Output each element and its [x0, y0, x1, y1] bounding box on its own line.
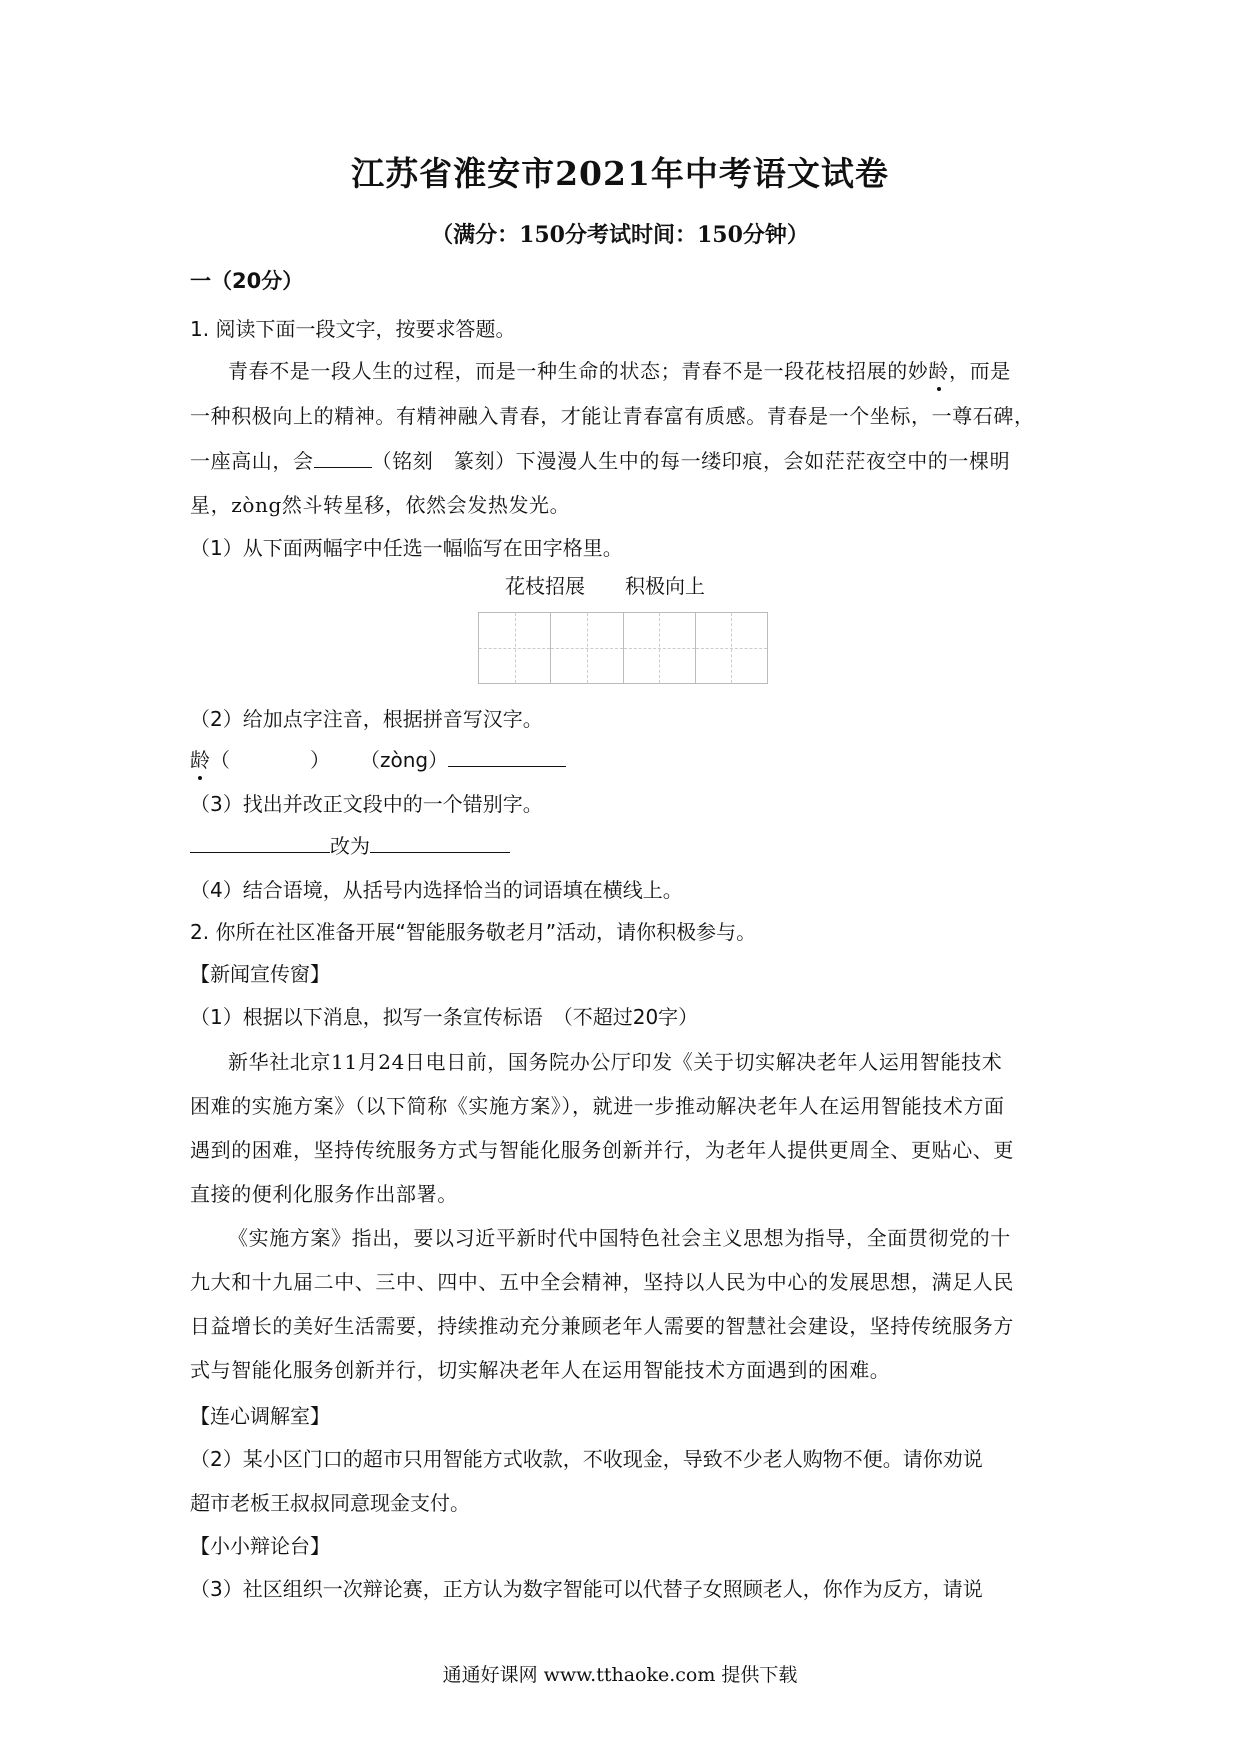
grid-cell[interactable] — [624, 613, 696, 683]
zong-answer-blank[interactable] — [448, 746, 566, 767]
dotted-char: 龄 — [928, 355, 949, 384]
passage-line-1: 青春不是一段人生的过程，而是一种生命的状态；青春不是一段花枝招展的妙龄，而是 — [228, 355, 1011, 384]
mediation-room-heading: 【连心调解室】 — [190, 1404, 330, 1428]
q2-sub-question-3-line-1: （3）社区组织一次辩论赛，正方认为数字智能可以代替子女照顾老人，你作为反方，请说 — [190, 1577, 983, 1601]
news-line-1: 新华社北京11月24日电日前，国务院办公厅印发《关于切实解决老年人运用智能技术 — [228, 1050, 1003, 1074]
tianzige-grid[interactable] — [478, 612, 768, 684]
q2-sub-question-1: （1）根据以下消息，拟写一条宣传标语 （不超过20字） — [190, 1005, 699, 1029]
question-1-stem: 1. 阅读下面一段文字，按要求答题。 — [190, 317, 516, 341]
news-line-2: 困难的实施方案》（以下简称《实施方案》），就进一步推动解决老年人在运用智能技术方面 — [190, 1094, 1005, 1118]
fill-blank — [314, 447, 372, 468]
grid-cell[interactable] — [551, 613, 623, 683]
sub-question-4: （4）结合语境，从括号内选择恰当的词语填在横线上。 — [190, 878, 683, 902]
correction-line: 改为 — [190, 830, 510, 859]
news-line-4: 直接的便利化服务作出部署。 — [190, 1182, 458, 1206]
news-line-8: 式与智能化服务创新并行，切实解决老年人在运用智能技术方面遇到的困难。 — [190, 1358, 891, 1382]
passage-line-4: 星，zòng然斗转星移，依然会发热发光。 — [190, 493, 571, 517]
question-2-stem: 2. 你所在社区准备开展“智能服务敬老月”活动，请你积极参与。 — [190, 920, 757, 944]
dotted-char-ling: 龄 — [190, 744, 210, 773]
news-line-7: 日益增长的美好生活需要，持续推动充分兼顾老年人需要的智慧社会建设，坚持传统服务方 — [190, 1314, 1014, 1338]
pinyin-answer-line: 龄（ ） （zòng） — [190, 744, 566, 773]
news-line-6: 九大和十九届二中、三中、四中、五中全会精神，坚持以人民为中心的发展思想，满足人民 — [190, 1270, 1014, 1294]
copy-words: 花枝招展 积极向上 — [505, 574, 705, 598]
sub-question-1: （1）从下面两幅字中任选一幅临写在田字格里。 — [190, 536, 623, 560]
q2-sub-question-2-line-1: （2）某小区门口的超市只用智能方式收款，不收现金，导致不少老人购物不便。请你劝说 — [190, 1447, 983, 1471]
sub-question-2: （2）给加点字注音，根据拼音写汉字。 — [190, 707, 543, 731]
news-line-5: 《实施方案》指出，要以习近平新时代中国特色社会主义思想为指导，全面贯彻党的十 — [228, 1226, 1011, 1250]
exam-subtitle: （满分：150分考试时间：150分钟） — [431, 222, 809, 248]
passage-line-2: 一种积极向上的精神。有精神融入青春，才能让青春富有质感。青春是一个坐标，一尊石碑， — [190, 404, 1035, 428]
grid-cell[interactable] — [479, 613, 551, 683]
correct-char-blank[interactable] — [370, 832, 510, 853]
passage-line-3: 一座高山，会 （铭刻 篆刻）下漫漫人生中的每一缕印痕，会如茫茫夜空中的一棵明 — [190, 449, 1011, 473]
exam-title: 江苏省淮安市2021年中考语文试卷 — [351, 154, 889, 193]
q2-sub-question-2-line-2: 超市老板王叔叔同意现金支付。 — [190, 1491, 470, 1515]
wrong-char-blank[interactable] — [190, 832, 330, 853]
sub-question-3: （3）找出并改正文段中的一个错别字。 — [190, 792, 543, 816]
section-heading: 一（20分） — [190, 269, 304, 293]
news-line-3: 遇到的困难，坚持传统服务方式与智能化服务创新并行，为老年人提供更周全、更贴心、更 — [190, 1138, 1014, 1162]
grid-cell[interactable] — [696, 613, 767, 683]
pinyin-blank[interactable]: （ ） — [210, 748, 330, 772]
page-footer: 通通好课网 www.tthaoke.com 提供下载 — [442, 1664, 798, 1686]
news-window-heading: 【新闻宣传窗】 — [190, 962, 330, 986]
debate-stage-heading: 【小小辩论台】 — [190, 1534, 330, 1558]
